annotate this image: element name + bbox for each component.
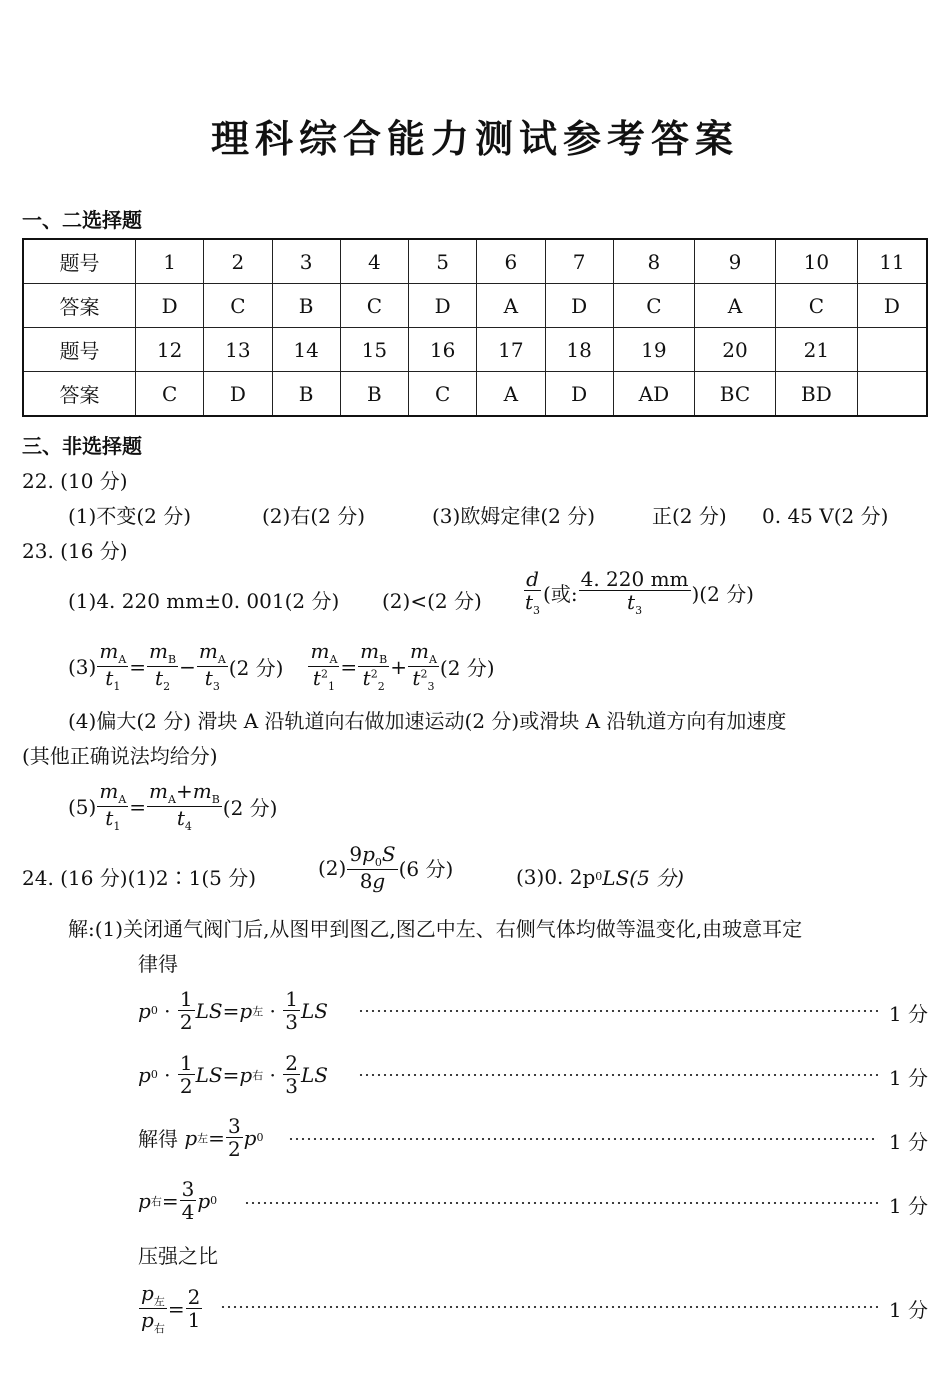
table-cell: BD bbox=[775, 372, 857, 417]
q22-answer-4: 正(2 分) bbox=[652, 504, 727, 528]
q24-equation-2: p 0 · $\frac{1}{2}$ LS = p 右 · $\frac{2}{3}$ LS bbox=[138, 1051, 328, 1098]
dot-leader bbox=[220, 1306, 878, 1308]
q23-answer-4-line1: (4)偏大(2 分) 滑块 A 沿轨道向右做加速运动(2 分)或滑块 A 沿轨道方向有加速度 bbox=[68, 709, 787, 733]
table-cell: 7 bbox=[545, 239, 613, 284]
table-cell: D bbox=[204, 372, 272, 417]
q23-answer-3-formula: (3) $\frac{m_A}{t_1}$ = $\frac{m_B}{t_2}$ − $\frac{m_A}{t_3}$ (2 分) $\frac{m_A}{t^2_1}$ = $\frac{m_B}{t^2_2}$ + $\frac{m_A}{t^2_3}$ (2 分) bbox=[68, 639, 495, 694]
table-cell: 10 bbox=[775, 239, 857, 284]
table-cell: C bbox=[613, 284, 694, 328]
table-cell: 18 bbox=[545, 328, 613, 372]
score-label: 1 分 bbox=[888, 1194, 928, 1218]
table-cell: A bbox=[694, 284, 775, 328]
table-cell: D bbox=[545, 372, 613, 417]
q22-label: 22. (10 分) bbox=[22, 469, 128, 493]
table-cell: 13 bbox=[204, 328, 272, 372]
section-heading-choice: 一、二选择题 bbox=[22, 208, 142, 232]
table-cell: 12 bbox=[136, 328, 204, 372]
table-cell: 3 bbox=[272, 239, 340, 284]
table-cell: A bbox=[477, 372, 545, 417]
score-label: 1 分 bbox=[888, 1066, 928, 1090]
table-cell: C bbox=[204, 284, 272, 328]
dot-leader bbox=[358, 1010, 878, 1012]
table-cell: 2 bbox=[204, 239, 272, 284]
page-title: 理科综合能力测试参考答案 bbox=[210, 117, 739, 161]
q23-answer-2: (2)<(2 分) bbox=[382, 589, 482, 613]
q22-answer-1: (1)不变(2 分) bbox=[68, 504, 192, 528]
score-label: 1 分 bbox=[888, 1002, 928, 1026]
q24-equation-5: $\frac{p_左}{p_右}$ = $\frac{2}{1}$ bbox=[141, 1281, 201, 1336]
q24-answer-3: (3)0. 2p 0 LS(5 分) bbox=[516, 864, 684, 890]
table-cell: BC bbox=[694, 372, 775, 417]
table-cell: 17 bbox=[477, 328, 545, 372]
table-cell: 4 bbox=[340, 239, 408, 284]
table-row bbox=[23, 284, 927, 328]
table-cell: 1 bbox=[136, 239, 204, 284]
table-cell: 21 bbox=[775, 328, 857, 372]
table-cell: A bbox=[477, 284, 545, 328]
table-cell: 11 bbox=[857, 239, 927, 284]
table-cell: D bbox=[857, 284, 927, 328]
table-cell: 19 bbox=[613, 328, 694, 372]
table-cell: B bbox=[272, 284, 340, 328]
score-label: 1 分 bbox=[888, 1130, 928, 1154]
table-cell bbox=[857, 372, 927, 417]
q24-equation-4: p 右 = $\frac{3}{4}$ p 0 bbox=[138, 1177, 218, 1224]
q24-solution-line2: 律得 bbox=[138, 952, 178, 976]
table-row-header: 答案 bbox=[23, 284, 136, 328]
table-cell: C bbox=[136, 372, 204, 417]
table-cell: 5 bbox=[409, 239, 477, 284]
table-cell: C bbox=[340, 284, 408, 328]
table-row-header: 题号 bbox=[23, 239, 136, 284]
q22-answer-2: (2)右(2 分) bbox=[262, 504, 366, 528]
table-cell: 15 bbox=[340, 328, 408, 372]
q23-answer-5-formula: (5) $\frac{m_A}{t_1}$ = $\frac{m_A+m_B}{t_4}$ (2 分) bbox=[68, 779, 278, 834]
q22-answer-5: 0. 45 V(2 分) bbox=[762, 504, 889, 528]
table-cell bbox=[857, 328, 927, 372]
q24-equation-3: 解得 p 左 = $\frac{3}{2}$ p 0 bbox=[138, 1114, 264, 1161]
table-cell: B bbox=[340, 372, 408, 417]
q23-label: 23. (16 分) bbox=[22, 539, 128, 563]
q24-pressure-ratio-label: 压强之比 bbox=[138, 1244, 218, 1268]
q23-answer-2-formula: $\frac{d}{t_3}$ (或: $\frac{4. 220 mm}{t_3}$ )(2 分) bbox=[525, 567, 754, 617]
section-heading-nonchoice: 三、非选择题 bbox=[22, 434, 142, 458]
table-row-header: 题号 bbox=[23, 328, 136, 372]
q24-label: 24. (16 分)(1)2∶1(5 分) bbox=[22, 866, 257, 890]
q24-answer-2-formula: (2) $\frac{9p_0S}{8g}$ (6 分) bbox=[318, 842, 454, 894]
table-cell: 16 bbox=[409, 328, 477, 372]
q24-solution-line1: 解:(1)关闭通气阀门后,从图甲到图乙,图乙中左、右侧气体均做等温变化,由玻意耳定 bbox=[68, 917, 803, 941]
table-cell: D bbox=[136, 284, 204, 328]
table-cell: C bbox=[409, 372, 477, 417]
table-cell: C bbox=[775, 284, 857, 328]
table-cell: 9 bbox=[694, 239, 775, 284]
table-cell: D bbox=[545, 284, 613, 328]
table-cell: 8 bbox=[613, 239, 694, 284]
dot-leader bbox=[358, 1074, 878, 1076]
table-row bbox=[23, 372, 927, 417]
table-cell: 20 bbox=[694, 328, 775, 372]
table-cell: 14 bbox=[272, 328, 340, 372]
q23-answer-1: (1)4. 220 mm±0. 001(2 分) bbox=[68, 589, 340, 613]
table-cell: AD bbox=[613, 372, 694, 417]
table-row bbox=[23, 328, 927, 372]
dot-leader bbox=[288, 1138, 878, 1140]
table-cell: B bbox=[272, 372, 340, 417]
dot-leader bbox=[244, 1202, 878, 1204]
table-cell: D bbox=[409, 284, 477, 328]
q22-answer-3: (3)欧姆定律(2 分) bbox=[432, 504, 596, 528]
score-label: 1 分 bbox=[888, 1298, 928, 1322]
table-row-header: 答案 bbox=[23, 372, 136, 417]
q24-equation-1: p 0 · $\frac{1}{2}$ LS = p 左 · $\frac{1}{3}$ LS bbox=[138, 987, 328, 1034]
q23-answer-4-line2: (其他正确说法均给分) bbox=[22, 744, 218, 768]
table-cell: 6 bbox=[477, 239, 545, 284]
table-row bbox=[23, 239, 927, 284]
answer-table bbox=[22, 238, 928, 417]
